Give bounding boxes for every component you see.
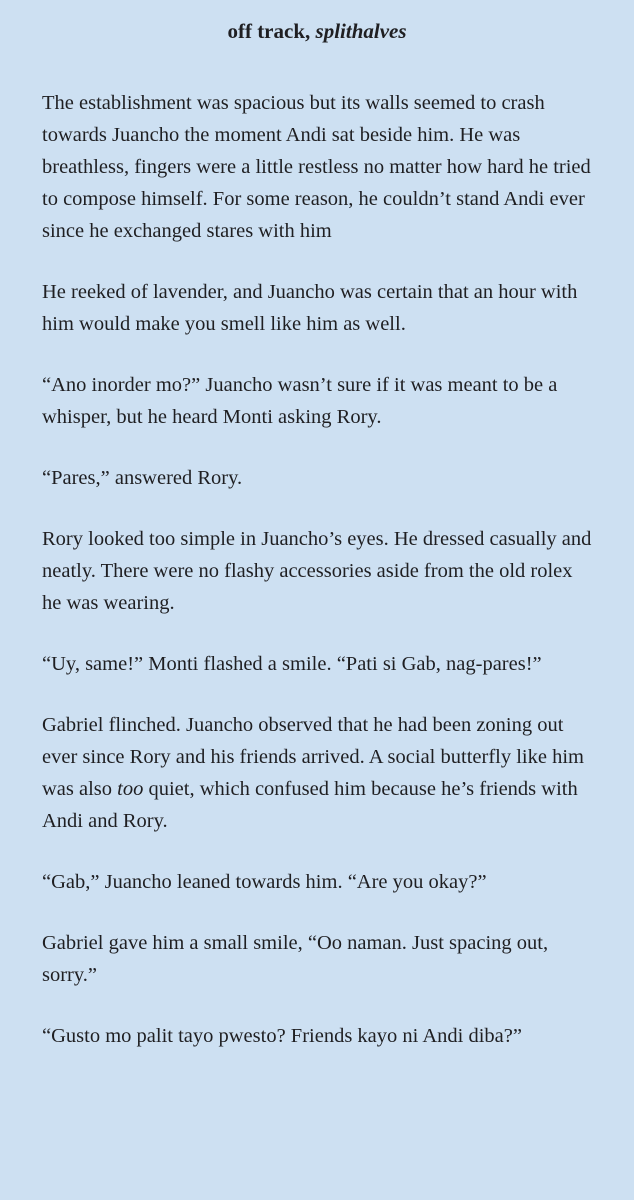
author-name: splithalves	[315, 19, 407, 43]
paragraph-text: “Gusto mo palit tayo pwesto? Friends kayo ni Andi diba?”	[42, 1025, 522, 1048]
story-paragraph	[42, 927, 592, 991]
story-paragraph	[42, 648, 592, 680]
paragraph-text: The establishment was spacious but its walls seemed to crash towards Juancho the moment Andi sat beside him. He was breathless, fingers were a little restless no matter how hard he tried to compose himself. For some reason, he couldn’t stand Andi ever since he exchanged stares with him	[42, 92, 591, 243]
paragraph-text: “Ano inorder mo?” Juancho wasn’t sure if it was meant to be a whisper, but he heard Monti asking Rory.	[42, 374, 558, 429]
story-paragraph	[42, 276, 592, 340]
paragraph-text: He reeked of lavender, and Juancho was certain that an hour with him would make you smell like him as well.	[42, 281, 578, 336]
paragraph-text: “Gab,” Juancho leaned towards him. “Are you okay?”	[42, 871, 487, 894]
story-paragraph	[42, 369, 592, 433]
paragraph-text: Gabriel flinched. Juancho observed that he had been zoning out ever since Rory and his friends arrived. A social butterfly like him was also	[42, 714, 584, 801]
paragraph-text: “Uy, same!” Monti flashed a smile. “Pati si Gab, nag-pares!”	[42, 653, 542, 676]
story-paragraph	[42, 523, 592, 619]
story-body	[42, 87, 592, 1052]
story-paragraph	[42, 462, 592, 494]
story-paragraph	[42, 87, 592, 247]
story-paragraph	[42, 1020, 592, 1052]
story-paragraph	[42, 709, 592, 837]
paragraph-text: “Pares,” answered Rory.	[42, 467, 243, 490]
story-title: off track,	[227, 19, 311, 43]
paragraph-text: Rory looked too simple in Juancho’s eyes. He dressed casually and neatly. There were no flashy accessories aside from the old rolex he was wearing.	[42, 528, 592, 615]
paragraph-text: Gabriel gave him a small smile, “Oo naman. Just spacing out, sorry.”	[42, 932, 549, 987]
story-paragraph	[42, 866, 592, 898]
paragraph-text: quiet, which confused him because he’s friends with Andi and Rory.	[42, 778, 578, 833]
emphasized-text: too	[117, 778, 144, 801]
page-title	[42, 18, 592, 45]
